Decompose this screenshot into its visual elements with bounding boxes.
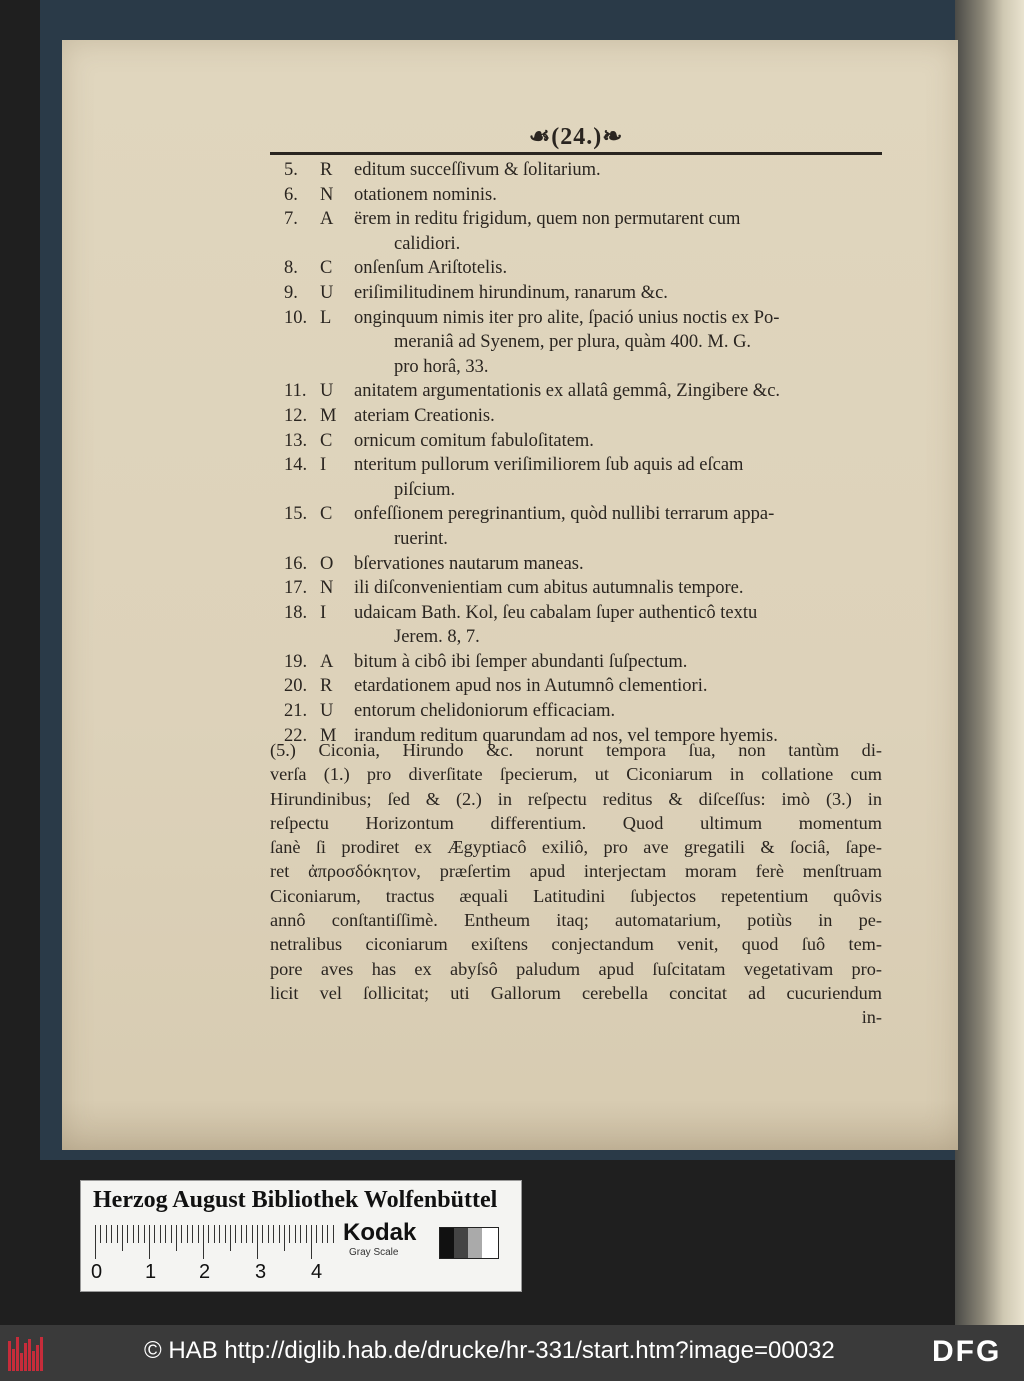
ruler-tick bbox=[219, 1225, 220, 1243]
ruler-tick bbox=[225, 1225, 226, 1243]
ruler-tick bbox=[284, 1225, 285, 1251]
item-initial-letter: R bbox=[320, 676, 333, 697]
list-item bbox=[270, 627, 882, 652]
item-number: 8. bbox=[284, 258, 298, 279]
ruler-tick bbox=[208, 1225, 209, 1243]
item-text: onginquum nimis iter pro alite, ſpació unius noctis ex Po- bbox=[354, 307, 780, 328]
logo-bar bbox=[40, 1337, 43, 1371]
ruler-tick bbox=[106, 1225, 107, 1243]
list-item bbox=[270, 701, 882, 726]
item-initial-letter: N bbox=[320, 578, 334, 599]
page-text-block bbox=[270, 122, 882, 1042]
page-edge-shadow bbox=[62, 1100, 958, 1150]
ruler-number: 3 bbox=[255, 1261, 267, 1283]
list-item bbox=[270, 209, 882, 234]
ruler-tick bbox=[138, 1225, 139, 1243]
swatch-dark-gray bbox=[454, 1228, 468, 1258]
list-item bbox=[270, 308, 882, 333]
item-initial-letter: C bbox=[320, 258, 333, 279]
item-text: ornicum comitum fabuloſitatem. bbox=[354, 430, 594, 451]
item-text: onfeſſionem peregrinantium, quòd nullibi terrarum appa- bbox=[354, 504, 775, 525]
library-name: Herzog August Bibliothek Wolfenbüttel bbox=[93, 1187, 498, 1213]
item-initial-letter: A bbox=[320, 209, 334, 230]
ruler-tick bbox=[149, 1225, 150, 1259]
item-text: Jerem. 8, 7. bbox=[394, 627, 480, 648]
ruler-tick bbox=[252, 1225, 253, 1243]
paragraph-line: netralibus ciconiarum exiſtens conjectandum venit, quod ſuô tem- bbox=[270, 934, 882, 955]
ruler-tick bbox=[203, 1225, 204, 1259]
list-item bbox=[270, 431, 882, 456]
commentary-paragraph bbox=[270, 738, 882, 1030]
item-initial-letter: R bbox=[320, 160, 333, 180]
item-number: 15. bbox=[284, 504, 308, 525]
item-number: 7. bbox=[284, 209, 298, 230]
logo-bar bbox=[16, 1337, 19, 1371]
list-item bbox=[270, 381, 882, 406]
list-item bbox=[270, 504, 882, 529]
list-item bbox=[270, 603, 882, 628]
item-text: ateriam Creationis. bbox=[354, 405, 495, 426]
item-initial-letter: C bbox=[320, 504, 333, 525]
paragraph-line: reſpectu Horizontum differentium. Quod ultimum momentum bbox=[270, 812, 882, 833]
list-item bbox=[270, 652, 882, 677]
item-number: 19. bbox=[284, 651, 308, 672]
ruler-tick bbox=[246, 1225, 247, 1243]
list-item bbox=[270, 258, 882, 283]
item-number: 20. bbox=[284, 676, 308, 697]
item-text: ili diſconvenientiam cum abitus autumnalis tempore. bbox=[354, 578, 744, 599]
swatch-light-gray bbox=[468, 1228, 482, 1258]
item-number: 21. bbox=[284, 701, 308, 722]
item-initial-letter: C bbox=[320, 430, 333, 451]
item-text: udaicam Bath. Kol, ſeu cabalam ſuper authenticô textu bbox=[354, 602, 758, 623]
list-item bbox=[270, 554, 882, 579]
ruler-tick bbox=[192, 1225, 193, 1243]
item-number: 9. bbox=[284, 282, 298, 303]
page-number-header: ☙(24.)❧ bbox=[528, 124, 624, 150]
item-text: calidiori. bbox=[394, 233, 461, 254]
item-number: 5. bbox=[284, 160, 298, 180]
logo-bar bbox=[20, 1353, 23, 1371]
ruler-tick bbox=[333, 1225, 334, 1243]
item-initial-letter: O bbox=[320, 553, 334, 574]
item-text: anitatem argumentationis ex allatâ gemmâ, Zingibere &c. bbox=[354, 381, 781, 402]
list-item bbox=[270, 676, 882, 701]
paragraph-line: ret ἀπροσδόκητον, præſertim apud interjectam moram ferè menſtruam bbox=[270, 861, 882, 882]
list-item bbox=[270, 234, 882, 259]
ruler-number: 2 bbox=[199, 1261, 211, 1283]
list-item bbox=[270, 357, 882, 382]
paragraph-line: pore aves has ex abyſsô paludum apud ſuſcitatam vegetativam pro- bbox=[270, 958, 882, 979]
item-text: ruerint. bbox=[394, 528, 448, 549]
paragraph-line: (5.) Ciconia, Hirundo &c. norunt tempora ſua, non tantùm di- bbox=[270, 740, 882, 760]
item-number: 13. bbox=[284, 430, 308, 451]
ruler-tick bbox=[306, 1225, 307, 1243]
paragraph-line: annô conſtantiſſimè. Entheum itaq; automatarium, potiùs in pe- bbox=[270, 910, 882, 931]
logo-bar bbox=[32, 1351, 35, 1371]
list-item bbox=[270, 332, 882, 357]
gray-scale-label: Gray Scale bbox=[349, 1247, 399, 1258]
item-initial-letter: I bbox=[320, 602, 327, 623]
item-text: otationem nominis. bbox=[354, 184, 497, 205]
ruler-tick bbox=[230, 1225, 231, 1251]
item-number: 6. bbox=[284, 184, 298, 205]
item-initial-letter: L bbox=[320, 307, 332, 328]
item-text: entorum chelidoniorum efficaciam. bbox=[354, 701, 616, 722]
list-item bbox=[270, 480, 882, 505]
item-text: irandum reditum quarundam ad nos, vel tempore hyemis. bbox=[354, 725, 778, 746]
item-text: editum succeſſivum & ſolitarium. bbox=[354, 160, 601, 180]
logo-bar bbox=[12, 1349, 15, 1371]
ruler-tick bbox=[289, 1225, 290, 1243]
item-text: ërem in reditu frigidum, quem non permutarent cum bbox=[354, 209, 741, 230]
item-number: 22. bbox=[284, 725, 308, 746]
ruler-tick bbox=[279, 1225, 280, 1243]
item-number: 17. bbox=[284, 578, 308, 599]
item-initial-letter: U bbox=[320, 381, 334, 402]
dfg-logo: DFG bbox=[932, 1335, 1002, 1368]
logo-bar bbox=[8, 1341, 11, 1371]
item-text: pro horâ, 33. bbox=[394, 356, 489, 377]
item-number: 14. bbox=[284, 455, 308, 476]
swatch-black bbox=[440, 1228, 454, 1258]
ruler-tick bbox=[165, 1225, 166, 1243]
footer-bar bbox=[0, 1325, 1024, 1381]
item-initial-letter: N bbox=[320, 184, 334, 205]
ruler-tick bbox=[327, 1225, 328, 1243]
ruler-tick bbox=[181, 1225, 182, 1243]
logo-bar bbox=[24, 1343, 27, 1371]
item-initial-letter: U bbox=[320, 701, 334, 722]
list-item bbox=[270, 578, 882, 603]
ruler-tick bbox=[154, 1225, 155, 1243]
kodak-brand: Kodak bbox=[343, 1219, 417, 1246]
item-text: etardationem apud nos in Autumnô clementiori. bbox=[354, 676, 708, 697]
ruler-number: 0 bbox=[91, 1261, 103, 1283]
ruler-tick bbox=[176, 1225, 177, 1251]
ruler-tick bbox=[127, 1225, 128, 1243]
ruler-tick bbox=[273, 1225, 274, 1243]
paragraph-line: Ciconiarum, tractus æquali Latitudini ſubjectos repetentium quôvis bbox=[270, 885, 882, 906]
item-initial-letter: A bbox=[320, 651, 334, 672]
item-text: piſcium. bbox=[394, 479, 456, 500]
ruler-numbers bbox=[91, 1261, 341, 1285]
paragraph-line: licit vel ſollicitat; uti Gallorum cerebella concitat ad cucuriendum bbox=[270, 982, 882, 1003]
item-number: 18. bbox=[284, 602, 308, 623]
ruler-tick bbox=[322, 1225, 323, 1243]
ruler-tick bbox=[241, 1225, 242, 1243]
ruler-tick bbox=[111, 1225, 112, 1243]
item-initial-letter: I bbox=[320, 455, 327, 476]
ruler-tick bbox=[262, 1225, 263, 1243]
paragraph-line: ſanè ſi prodiret ex Ægyptiacô exiliô, pro ave gregatili & ſociâ, ſape- bbox=[270, 837, 882, 858]
ruler-number: 1 bbox=[145, 1261, 157, 1283]
kodak-gray-scale-card bbox=[80, 1180, 522, 1292]
ruler-tick bbox=[160, 1225, 161, 1243]
ruler-tick bbox=[214, 1225, 215, 1243]
item-initial-letter: U bbox=[320, 282, 334, 303]
hab-barcode-logo-icon bbox=[8, 1335, 44, 1371]
ruler-tick bbox=[100, 1225, 101, 1243]
book-spine bbox=[955, 0, 1024, 1325]
swatch-white bbox=[482, 1228, 498, 1258]
paragraph-line: in- bbox=[861, 1007, 882, 1028]
ruler-tick bbox=[268, 1225, 269, 1243]
ruler-number: 4 bbox=[311, 1261, 323, 1283]
item-text: bitum à cibô ibi ſemper abundanti ſuſpectum. bbox=[354, 651, 688, 672]
ruler-tick bbox=[316, 1225, 317, 1243]
logo-bar bbox=[28, 1339, 31, 1371]
logo-bar bbox=[36, 1345, 39, 1371]
enumerated-list bbox=[270, 160, 882, 750]
list-item bbox=[270, 529, 882, 554]
item-number: 11. bbox=[284, 381, 307, 402]
gray-swatches bbox=[439, 1227, 499, 1259]
ruler-tick bbox=[257, 1225, 258, 1259]
item-number: 12. bbox=[284, 405, 308, 426]
list-item bbox=[270, 406, 882, 431]
item-text: onſenſum Ariſtotelis. bbox=[354, 258, 508, 279]
ruler-tick bbox=[144, 1225, 145, 1243]
list-item bbox=[270, 283, 882, 308]
list-item bbox=[270, 185, 882, 210]
list-item bbox=[270, 455, 882, 480]
item-text: bſervationes nautarum maneas. bbox=[354, 553, 584, 574]
list-item bbox=[270, 160, 882, 185]
ruler-tick bbox=[235, 1225, 236, 1243]
ruler-tick bbox=[300, 1225, 301, 1243]
item-initial-letter: M bbox=[320, 405, 337, 426]
header-rule bbox=[270, 152, 882, 155]
item-number: 16. bbox=[284, 553, 308, 574]
item-text: eriſimilitudinem hirundinum, ranarum &c. bbox=[354, 282, 668, 303]
item-text: meraniâ ad Syenem, per plura, quàm 400. M. G. bbox=[394, 332, 752, 353]
ruler-scale bbox=[95, 1225, 335, 1261]
ruler-tick bbox=[295, 1225, 296, 1243]
paragraph-line: Hirundinibus; ſed & (2.) in reſpectu reditus & diſceſſus: imò (3.) in bbox=[270, 788, 882, 809]
ruler-tick bbox=[171, 1225, 172, 1243]
ruler-tick bbox=[198, 1225, 199, 1243]
ruler-tick bbox=[133, 1225, 134, 1243]
ruler-tick bbox=[122, 1225, 123, 1251]
item-number: 10. bbox=[284, 307, 308, 328]
paragraph-line: verſa (1.) pro diverſitate ſpecierum, ut Ciconiarum in collatione cum bbox=[270, 764, 882, 785]
ruler-tick bbox=[95, 1225, 96, 1259]
ruler-tick bbox=[311, 1225, 312, 1259]
item-text: nteritum pullorum veriſimiliorem ſub aquis ad eſcam bbox=[354, 455, 744, 476]
footer-credit-link[interactable]: © HAB http://diglib.hab.de/drucke/hr-331/start.htm?image=00032 bbox=[144, 1337, 835, 1364]
ruler-tick bbox=[187, 1225, 188, 1243]
ruler-tick bbox=[117, 1225, 118, 1243]
item-initial-letter: M bbox=[320, 725, 337, 746]
